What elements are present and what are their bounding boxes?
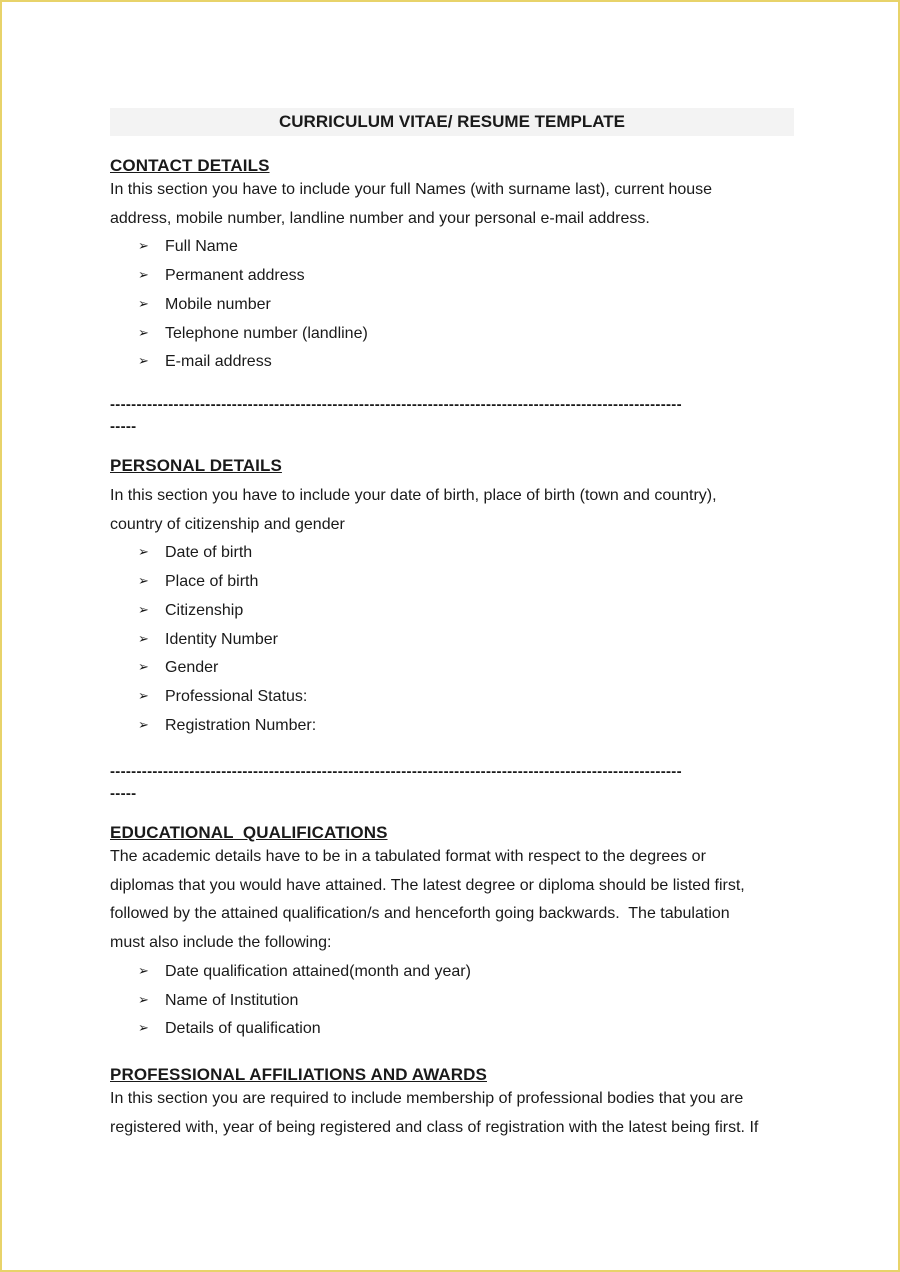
arrowhead-bullet-icon: ➢ bbox=[138, 602, 149, 618]
education-items-list bbox=[110, 958, 794, 1044]
list-item bbox=[110, 987, 794, 1016]
list-item bbox=[110, 348, 794, 377]
personal-description bbox=[110, 482, 794, 539]
list-item-label: Date qualification attained(month and year) bbox=[165, 962, 471, 980]
list-item bbox=[110, 712, 794, 741]
arrowhead-bullet-icon: ➢ bbox=[138, 545, 149, 561]
list-item-label: Permanent address bbox=[165, 267, 305, 285]
contact-items-list bbox=[110, 233, 794, 377]
arrowhead-bullet-icon: ➢ bbox=[138, 1021, 149, 1037]
arrowhead-bullet-icon: ➢ bbox=[138, 631, 149, 647]
personal-details-section bbox=[110, 456, 794, 740]
list-item bbox=[110, 262, 794, 291]
list-item bbox=[110, 539, 794, 568]
affiliations-description bbox=[110, 1085, 794, 1142]
list-item-label: Identity Number bbox=[165, 630, 278, 648]
section-heading-contact: CONTACT DETAILS bbox=[110, 156, 270, 175]
divider-line: ------------------------------------------------------------------------------------------------------------ bbox=[110, 396, 682, 413]
arrowhead-bullet-icon: ➢ bbox=[138, 688, 149, 704]
list-item bbox=[110, 683, 794, 712]
list-item bbox=[110, 291, 794, 320]
paragraph-line: diplomas that you would have attained. The latest degree or diploma should be listed first, bbox=[110, 876, 745, 894]
list-item bbox=[110, 654, 794, 683]
education-section bbox=[110, 823, 794, 1044]
paragraph-line: must also include the following: bbox=[110, 934, 332, 952]
list-item-label: Citizenship bbox=[165, 601, 244, 619]
arrowhead-bullet-icon: ➢ bbox=[138, 268, 149, 284]
section-heading-personal: PERSONAL DETAILS bbox=[110, 456, 282, 475]
list-item bbox=[110, 233, 794, 262]
paragraph-line: The academic details have to be in a tabulated format with respect to the degrees or bbox=[110, 848, 706, 865]
arrowhead-bullet-icon: ➢ bbox=[138, 660, 149, 676]
arrowhead-bullet-icon: ➢ bbox=[138, 325, 149, 341]
arrowhead-bullet-icon: ➢ bbox=[138, 239, 149, 255]
list-item bbox=[110, 626, 794, 655]
arrowhead-bullet-icon: ➢ bbox=[138, 963, 149, 979]
arrowhead-bullet-icon: ➢ bbox=[138, 354, 149, 370]
paragraph-line: address, mobile number, landline number and your personal e-mail address. bbox=[110, 209, 650, 227]
list-item bbox=[110, 568, 794, 597]
list-item-label: Telephone number (landline) bbox=[165, 324, 368, 342]
list-item-label: Name of Institution bbox=[165, 991, 299, 1009]
paragraph-line: In this section you are required to include membership of professional bodies that you are bbox=[110, 1090, 744, 1107]
paragraph-line: In this section you have to include your full Names (with surname last), current house bbox=[110, 181, 713, 198]
list-item-label: Registration Number: bbox=[165, 716, 317, 734]
section-heading-education: EDUCATIONAL QUALIFICATIONS bbox=[110, 823, 388, 842]
arrowhead-bullet-icon: ➢ bbox=[138, 992, 149, 1008]
personal-items-list bbox=[110, 539, 794, 740]
arrowhead-bullet-icon: ➢ bbox=[138, 574, 149, 590]
list-item-label: E-mail address bbox=[165, 353, 272, 371]
list-item bbox=[110, 958, 794, 987]
list-item bbox=[110, 1015, 794, 1044]
list-item-label: Date of birth bbox=[165, 544, 253, 562]
list-item-label: Details of qualification bbox=[165, 1020, 321, 1038]
section-divider bbox=[110, 761, 794, 805]
paragraph-line: followed by the attained qualification/s and henceforth going backwards. The tabulation bbox=[110, 905, 730, 923]
document-title: CURRICULUM VITAE/ RESUME TEMPLATE bbox=[110, 108, 794, 136]
paragraph-line: registered with, year of being registered and class of registration with the latest being first. If bbox=[110, 1118, 759, 1136]
contact-description bbox=[110, 176, 794, 233]
section-divider bbox=[110, 394, 794, 438]
list-item-label: Full Name bbox=[165, 238, 238, 256]
list-item-label: Professional Status: bbox=[165, 687, 308, 705]
affiliations-section bbox=[110, 1065, 794, 1142]
education-description bbox=[110, 843, 794, 958]
list-item-label: Place of birth bbox=[165, 573, 259, 591]
divider-line: ----- bbox=[110, 785, 137, 802]
list-item-label: Gender bbox=[165, 659, 219, 677]
section-heading-affiliations: PROFESSIONAL AFFILIATIONS AND AWARDS bbox=[110, 1065, 487, 1084]
paragraph-line: country of citizenship and gender bbox=[110, 515, 345, 533]
arrowhead-bullet-icon: ➢ bbox=[138, 296, 149, 312]
list-item-label: Mobile number bbox=[165, 295, 271, 313]
arrowhead-bullet-icon: ➢ bbox=[138, 717, 149, 733]
contact-details-section bbox=[110, 156, 794, 377]
divider-line: ----- bbox=[110, 418, 137, 435]
list-item bbox=[110, 597, 794, 626]
list-item bbox=[110, 320, 794, 349]
divider-line: ------------------------------------------------------------------------------------------------------------ bbox=[110, 763, 682, 780]
paragraph-line: In this section you have to include your date of birth, place of birth (town and country), bbox=[110, 487, 717, 504]
